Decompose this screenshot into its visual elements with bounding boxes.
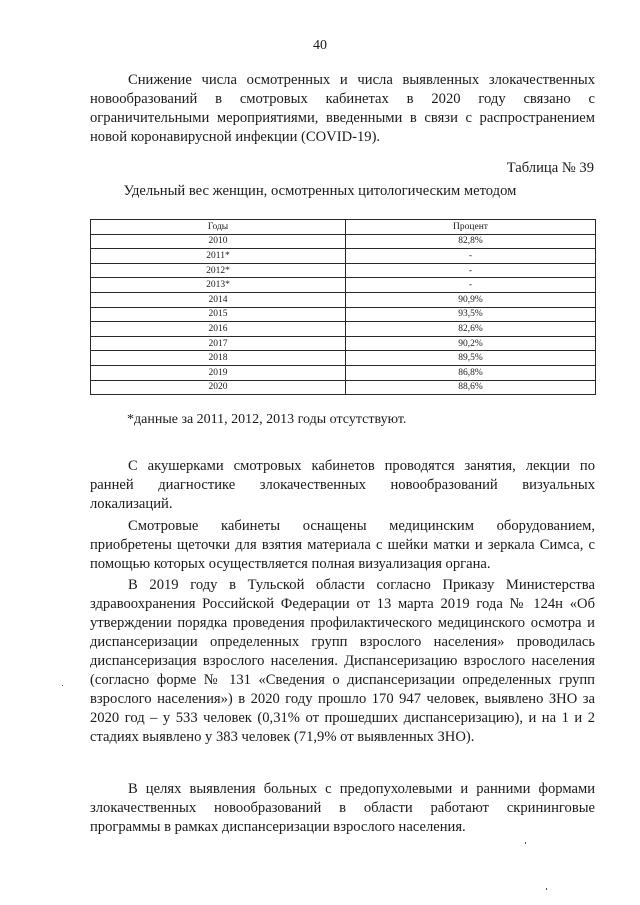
percent-cell: - [346, 263, 596, 278]
percent-cell: - [346, 278, 596, 293]
year-cell: 2020 [91, 380, 346, 395]
table-row [91, 278, 596, 293]
year-cell: 2014 [91, 292, 346, 307]
table-row [91, 322, 596, 337]
table-row [91, 292, 596, 307]
scan-speck [525, 842, 526, 844]
percent-cell: 93,5% [346, 307, 596, 322]
year-cell: 2019 [91, 365, 346, 380]
scan-speck [62, 685, 63, 686]
percent-cell: 86,8% [346, 365, 596, 380]
data-table [90, 219, 596, 395]
paragraph-lectures: С акушерками смотровых кабинетов проводятся занятия, лекции по ранней диагностике злокачественных новообразований визуальных локализаций. [90, 458, 595, 512]
scan-speck [546, 888, 547, 890]
table-title: Удельный вес женщин, осмотренных цитологическим методом [123, 183, 517, 199]
table-row [91, 351, 596, 366]
percent-cell: 90,9% [346, 292, 596, 307]
year-cell: 2013* [91, 278, 346, 293]
table-header-row [91, 220, 596, 235]
percent-cell: 88,6% [346, 380, 596, 395]
table-row [91, 307, 596, 322]
table-row [91, 234, 596, 249]
intro-paragraph: Снижение числа осмотренных и числа выявленных злокачественных новообразований в смотровых кабинетах в 2020 году связано с ограничительными мероприятиями, введенными в связи с распространением новой коронавирусной инфекции (COVID-19). [90, 72, 595, 145]
year-cell: 2018 [91, 351, 346, 366]
year-cell: 2010 [91, 234, 346, 249]
table-footnote: *данные за 2011, 2012, 2013 годы отсутствуют. [127, 412, 407, 427]
percent-cell: 82,6% [346, 322, 596, 337]
header-percent: Процент [346, 220, 596, 235]
table-row [91, 336, 596, 351]
year-cell: 2011* [91, 249, 346, 264]
table-row [91, 249, 596, 264]
percent-cell: 82,8% [346, 234, 596, 249]
year-cell: 2016 [91, 322, 346, 337]
year-cell: 2012* [91, 263, 346, 278]
paragraph-screening: В целях выявления больных с предопухолевыми и ранними формами злокачественных новообразований в области работают скрининговые программы в рамках диспансеризации взрослого населения. [90, 781, 595, 835]
percent-cell: - [346, 249, 596, 264]
table-row [91, 365, 596, 380]
page-number: 40 [313, 38, 327, 53]
table-number: Таблица № 39 [506, 160, 594, 176]
paragraph-equipment: Смотровые кабинеты оснащены медицинским оборудованием, приобретены щеточки для взятия материала с шейки матки и зеркала Симса, с помощью которых осуществляется полная визуализация органа. [90, 518, 595, 572]
percent-cell: 89,5% [346, 351, 596, 366]
year-cell: 2017 [91, 336, 346, 351]
year-cell: 2015 [91, 307, 346, 322]
header-years: Годы [91, 220, 346, 235]
percent-cell: 90,2% [346, 336, 596, 351]
table-row [91, 380, 596, 395]
paragraph-dispensarization: В 2019 году в Тульской области согласно Приказу Министерства здравоохранения Российской Федерации от 13 марта 2019 года № 124н «Об утверждении порядка проведения профилактического медицинского осмотра и диспансеризации определенных групп взрослого населения» проводилась диспансеризация взрослого населения. Диспансеризацию взрослого населения (согласно форме № 131 «Сведения о диспансеризации определенных групп взрослого населения») в 2020 году прошло 170 947 человек, выявлено ЗНО за 2020 год – у 533 человек (0,31% от прошедших диспансеризацию), и на 1 и 2 стадиях выявлено у 383 человек (71,9% от выявленных ЗНО). [90, 577, 595, 745]
table-row [91, 263, 596, 278]
